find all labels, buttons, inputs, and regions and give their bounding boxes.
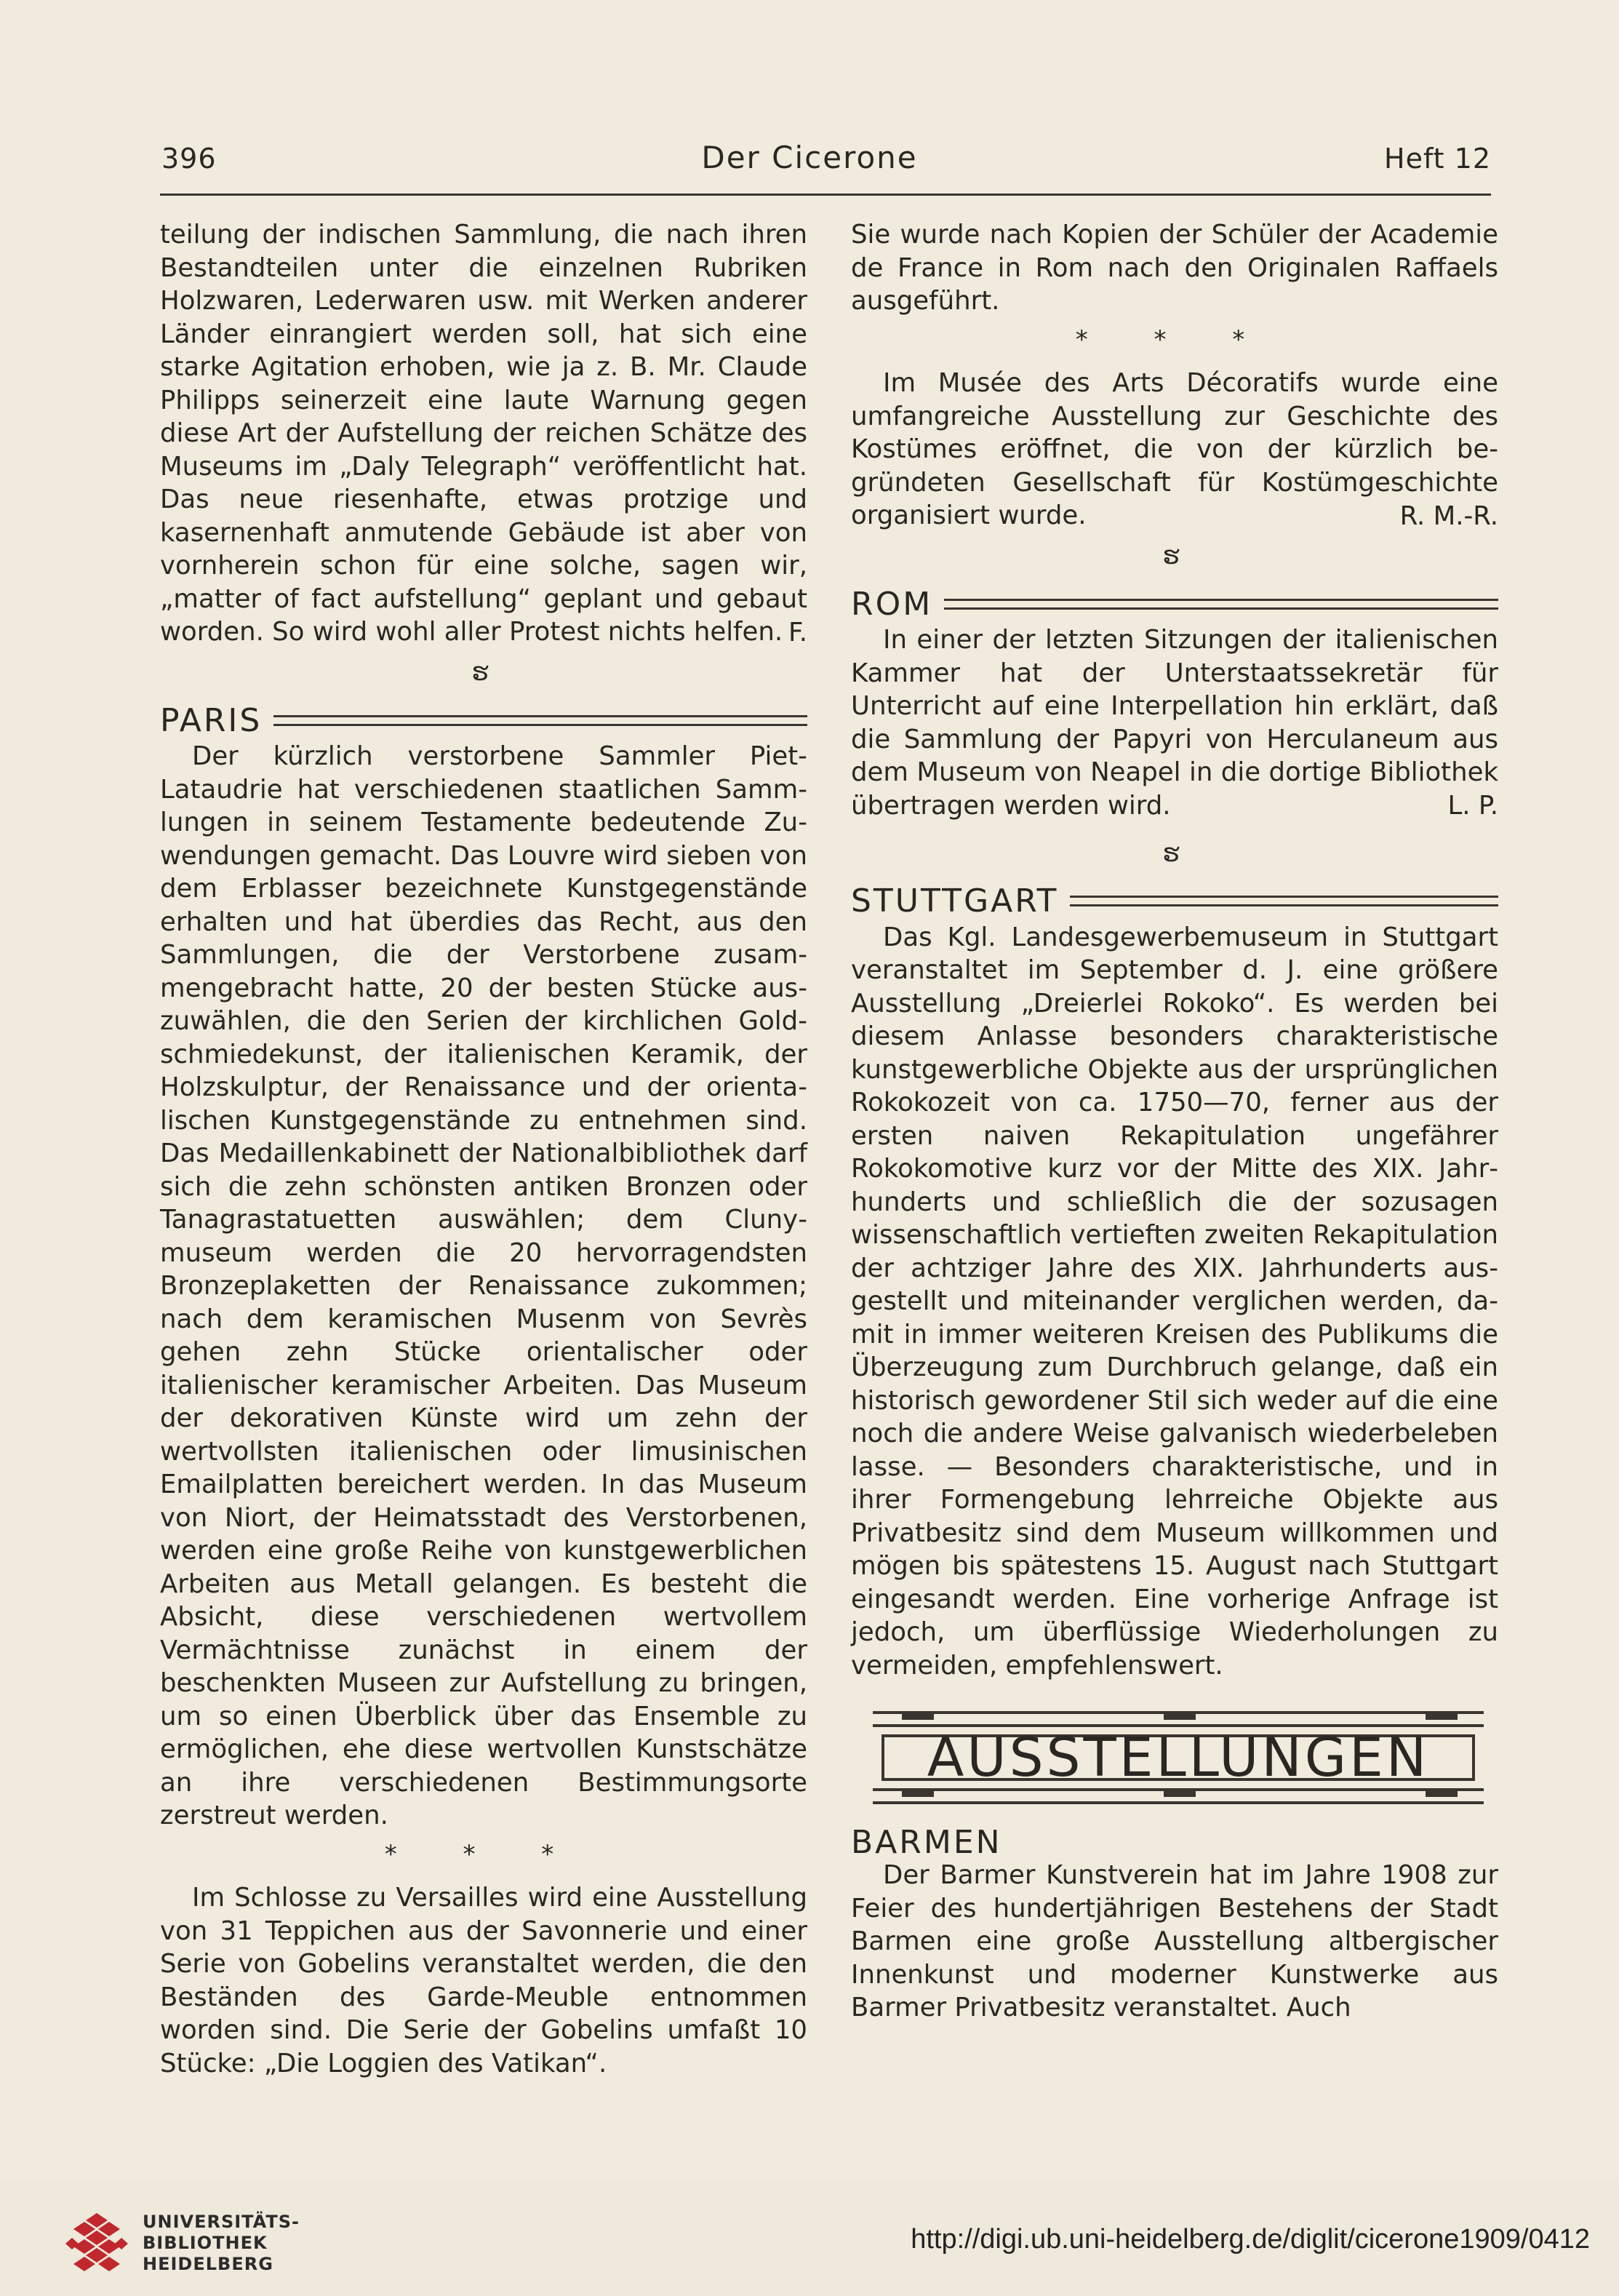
section-label: ROM: [851, 585, 933, 623]
rom-paragraph: In einer der letzten Sitzungen der italienischen Kammer hat der Unterstaatssekretär für Unterricht auf eine Interpellation hin erklärt, daß die Sammlung der Papyri von Herculaneum aus dem Museum von Neapel in die dortige Bibliothek übertragen werden wird.: [851, 625, 1498, 821]
section-heading-barmen: BARMEN: [851, 1823, 1002, 1861]
section-separator: ຮ: [1162, 838, 1187, 868]
section-label: PARIS: [160, 701, 263, 739]
section-heading-stuttgart: [851, 882, 1498, 920]
university-library-logo-icon: [64, 2212, 129, 2277]
banner-top-bar: [873, 1711, 1484, 1727]
header-rule: [160, 194, 1491, 196]
heading-rule: [273, 715, 807, 726]
journal-title: Der Cicerone: [701, 140, 918, 175]
heading-rule: [944, 599, 1498, 610]
issue-label: Heft 12: [1384, 143, 1491, 175]
stuttgart-paragraph: Das Kgl. Landesgewerbemuseum in Stuttgart veranstaltet im September d. J. eine größere Ausstellung „Dreierlei Rokoko“. Es werden bei diesem Anlasse besonders charakteristische kunstgewerbliche Objekte aus der ursprünglichen Rokokozeit von ca. 1750—70, ferner aus der ersten naiven Rekapitulation ungefährer Rokokomotive kurz vor der Mitte des XIX. Jahrhunderts und schließlich die der sozusagen wissenschaftlich vertieften zweiten Rekapitulation der achtziger Jahre des XIX. Jahrhunderts ausgestellt und miteinander verglichen werden, damit in immer weiteren Kreisen des Publikums die Überzeugung zum Durchbruch gelange, daß ein historisch gewordener Stil sich weder auf die eine noch die andere Weise galvanisch wiederbeleben lasse. — Besonders charakteristische, und in ihrer Formengebung lehrreiche Objekte aus Privatbesitz sind dem Museum willkommen und mögen bis spätestens 15. August nach Stuttgart eingesandt werden. Eine vorherige Anfrage ist jedoch, um überflüssige Wiederholungen zu vermeiden, empfehlenswert.: [851, 922, 1498, 1681]
section-heading-rom: [851, 585, 1498, 623]
paris-continued-paragraph: Sie wurde nach Kopien der Schüler der Academie de France in Rom nach den Originalen Raffaels ausgeführt.: [851, 220, 1498, 316]
signature: L. P.: [1447, 791, 1498, 821]
page-number: 396: [161, 143, 217, 175]
library-name-line: UNIVERSITÄTS-: [143, 2212, 300, 2232]
library-name: [143, 2212, 300, 2275]
heading-rule: [1070, 896, 1498, 906]
library-name-line: BIBLIOTHEK: [143, 2233, 268, 2253]
asterism: * * *: [384, 1839, 583, 1869]
right-column: [851, 218, 1498, 2025]
section-separator: ຮ: [1162, 541, 1187, 570]
london-continued-paragraph: teilung der indischen Sammlung, die nach ihren Bestandteilen unter die einzelnen Rubriken Holzwaren, Lederwaren usw. mit Werken anderer Länder einrangiert werden soll, hat sich eine starke Agitation erhoben, wie ja z. B. Mr. Claude Philipps seinerzeit eine laute Warnung gegen diese Art der Aufstellung der reichen Schätze des Museums im „Daly Telegraph“ veröffentlicht hat. Das neue riesenhafte, etwas protzige und kasernenhaft anmutende Gebäude ist aber von vornherein schon für eine solche, sagen wir, „matter of fact aufstellung“ geplant und gebaut worden. So wird wohl aller Protest nichts helfen.: [160, 220, 807, 647]
banner-bottom-bar: [873, 1788, 1484, 1804]
paris-paragraph-2: Im Schlosse zu Versailles wird eine Ausstellung von 31 Teppichen aus der Savonnerie und einer Serie von Gobelins veranstaltet werden, die den Beständen des Garde-Meuble entnommen worden sind. Die Serie der Gobelins umfaßt 10 Stücke: „Die Loggien des Vatikan“.: [160, 1883, 807, 2078]
left-column: [160, 218, 807, 2080]
section-heading-paris: [160, 701, 807, 739]
banner-title: AUSSTELLUNGEN: [882, 1734, 1475, 1781]
signature: F.: [788, 617, 807, 647]
asterism: * * *: [1075, 324, 1274, 354]
signature: R. M.-R.: [1399, 501, 1498, 531]
source-url-link[interactable]: http://digi.ub.uni-heidelberg.de/diglit/cicerone1909/0412: [911, 2224, 1590, 2255]
musee-paragraph: Im Musée des Arts Décoratifs wurde eine umfangreiche Ausstellung zur Geschichte des Kostümes eröffnet, die von der kürzlich begründeten Gesellschaft für Kostümgeschichte organisiert wurde.: [851, 368, 1498, 530]
section-label: STUTTGART: [851, 882, 1059, 920]
paris-paragraph-1: Der kürzlich verstorbene Sammler Piet-Lataudrie hat verschiedenen staatlichen Sammlungen in seinem Testamente bedeutende Zuwendungen gemacht. Das Louvre wird sieben von dem Erblasser bezeichnete Kunstgegenstände erhalten und hat überdies das Recht, aus den Sammlungen, die der Verstorbene zusammengebracht hatte, 20 der besten Stücke auszuwählen, die den Serien der kirchlichen Goldschmiedekunst, der italienischen Keramik, der Holzskulptur, der Renaissance und der orientalischen Kunstgegenstände zu entnehmen sind. Das Medaillenkabinett der Nationalbibliothek darf sich die zehn schönsten antiken Bronzen oder Tanagrastatuetten auswählen; dem Clunymuseum werden die 20 hervorragendsten Bronzeplaketten der Renaissance zukommen; nach dem keramischen Musenm von Sevrès gehen zehn Stücke orientalischer oder italienischer keramischer Arbeiten. Das Museum der dekorativen Künste wird um zehn der wertvollsten italienischen oder limusinischen Emailplatten bereichert werden. In das Museum von Niort, der Heimatsstadt des Verstorbenen, werden eine große Reihe von kunstgewerblichen Arbeiten aus Metall gelangen. Es besteht die Absicht, diese verschiedenen wertvollem Vermächtnisse zunächst in einem der beschenkten Museen zur Aufstellung zu bringen, um so einen Überblick über das Ensemble zu ermöglichen, ehe diese wertvollen Kunstschätze an ihre verschiedenen Bestimmungsorte zerstreut werden.: [160, 741, 807, 1830]
ausstellungen-banner: [873, 1711, 1484, 1804]
section-separator: ຮ: [471, 658, 496, 687]
barmen-paragraph: Der Barmer Kunstverein hat im Jahre 1908 zur Feier des hundertjährigen Bestehens der Stadt Barmen eine große Ausstellung altbergischer Innenkunst und moderner Kunstwerke aus Barmer Privatbesitz veranstaltet. Auch: [851, 1860, 1498, 2022]
library-name-line: HEIDELBERG: [143, 2254, 273, 2274]
